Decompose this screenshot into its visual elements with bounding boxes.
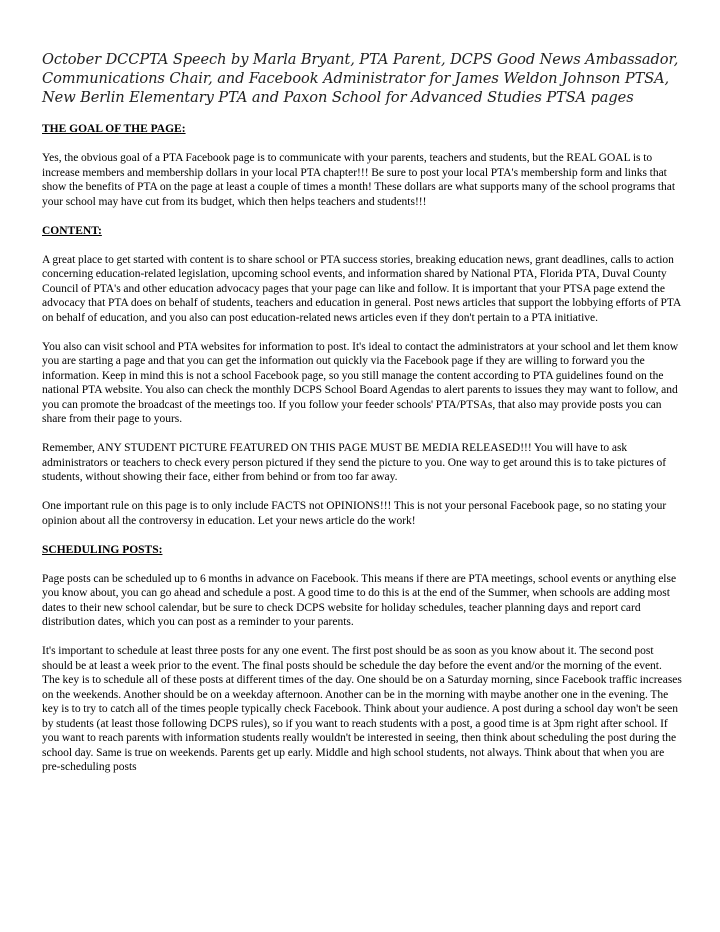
paragraph: It's important to schedule at least three posts for any one event. The first post should be as soon as you know about it. The second post should be at least a week prior to the event. The final posts should be schedule the day before the event and/or the morning of the event. The key is to schedule all of these posts at different times of the day. One should be on a Saturday morning, since Facebook traffic increases on the weekends. Another should be on a weekday afternoon. Another can be in the morning with maybe another one in the evening. The key is to try to catch all of the times people typically check Facebook. Think about your audience. A post during a school day won't be seen by students (at least those following DCPS rules), so if you want to reach students with a post, a good time is at 3pm right after school. If you want to reach parents with information students really wouldn't be interested in seeing, then think about scheduling the post during the school day. Same is true on weekends. Parents get up early. Middle and high school students, not always. Think about that when you are pre-scheduling posts xyxy=(42,645,682,773)
paragraph: Page posts can be scheduled up to 6 months in advance on Facebook. This means if there are PTA meetings, school events or anything else you know about, you can go ahead and schedule a post. A good time to do this is at the end of the Summer, when schools are adding most dates to their new school calendar, but be sure to check DCPS website for holiday schedules, teacher planning days and report card distribution dates, which you can post as a reminder to your parents. xyxy=(42,572,677,628)
document-page xyxy=(42,50,682,775)
paragraph: One important rule on this page is to only include FACTS not OPINIONS!!! This is not your personal Facebook page, so no stating your opinion about all the controversy in education. Let your news article do the work! xyxy=(42,500,667,527)
section-heading-scheduling: SCHEDULING POSTS: xyxy=(42,543,163,556)
section-scheduling xyxy=(42,543,682,775)
document-title: October DCCPTA Speech by Marla Bryant, PTA Parent, DCPS Good News Ambassador, Communications Chair, and Facebook Administrator for James Weldon Johnson PTSA, New Berlin Elementary PTA and Paxon School for Advanced Studies PTSA pages xyxy=(42,51,679,106)
paragraph: Yes, the obvious goal of a PTA Facebook page is to communicate with your parents, teachers and students, but the REAL GOAL is to increase members and membership dollars in your local PTA chapter!!! Be sure to post your local PTA's membership form and links that show the benefits of PTA on the page at least a couple of times a month! These dollars are what supports many of the school programs that your school may have cut from its budget, which then helps teachers and students!!! xyxy=(42,152,676,208)
section-content xyxy=(42,224,682,529)
section-goal xyxy=(42,122,682,209)
section-heading-goal: THE GOAL OF THE PAGE: xyxy=(42,123,186,135)
section-heading-content: CONTENT: xyxy=(42,224,102,237)
paragraph: You also can visit school and PTA websites for information to post. It's ideal to contact the administrators at your school and let them know you are starting a page and that you can get the information out quickly via the Facebook page if they are willing to forward you the information. Keep in mind this is not a school Facebook page, so you still manage the content according to PTA guidelines found on the national PTA website. You also can check the monthly DCPS School Board Agendas to alert parents to issues they may want to follow, and you can promote the broadcast of the meetings too. If you follow your feeder schools' PTA/PTSAs, that also may provide posts you can share from their page to yours. xyxy=(42,340,679,425)
paragraph: A great place to get started with content is to share school or PTA success stories, breaking education news, grant deadlines, calls to action concerning education-related legislation, upcoming school events, and information shared by National PTA, Florida PTA, Duval County Council of PTA's and other education advocacy pages that your page can like and follow. It is important that your PTSA page extend the advocacy that PTA does on behalf of students, teachers and education in general. Post news articles that support the lobbying efforts of PTA on behalf of education, and you also can post education-related news articles even if they don't pertain to a PTA initiative. xyxy=(42,253,681,324)
paragraph: Remember, ANY STUDENT PICTURE FEATURED ON THIS PAGE MUST BE MEDIA RELEASED!!! You will have to ask administrators or teachers to check every person pictured if they send the picture to you. One way to get around this is to take pictures of students, without showing their face, either from behind or from too far away. xyxy=(42,442,667,483)
